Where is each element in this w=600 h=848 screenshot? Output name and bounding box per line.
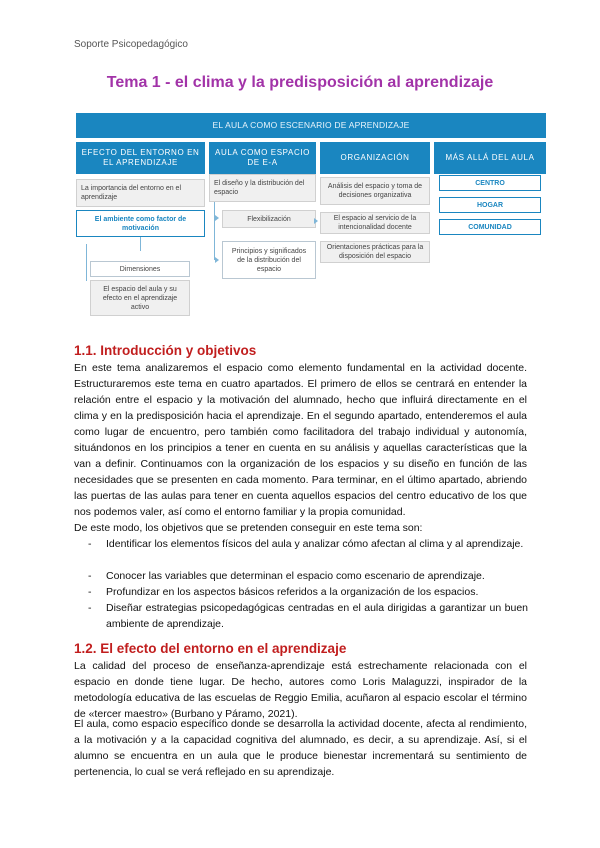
diagram-box: Orientaciones prácticas para la disposición del espacio xyxy=(320,241,430,263)
paragraph-efecto-2: El aula, como espacio específico donde se desarrolla la actividad docente, afecta al rendimiento, a la motivación y a la capacidad cognitiva del alumnado, es decir, a su aprendizaje. Así, si el alumno se encuentra en un aula que le produce bienestar incrementará su sentimiento de pertenencia, lo cual se verá reflejado en su aprendizaje. xyxy=(74,718,527,778)
list-item-text: Identificar los elementos físicos del aula y analizar cómo afectan al clima y al aprendizaje. xyxy=(106,538,524,550)
diagram-col-efecto: EFECTO DEL ENTORNO EN EL APRENDIZAJE xyxy=(76,142,205,174)
diagram-box: El espacio al servicio de la intencionalidad docente xyxy=(320,212,430,234)
objectives-lead: De este modo, los objetivos que se pretenden conseguir en este tema son: xyxy=(74,522,423,534)
page-header: Soporte Psicopedagógico xyxy=(74,39,188,50)
diagram-box-hogar: HOGAR xyxy=(439,197,541,213)
page-title: Tema 1 - el clima y la predisposición al aprendizaje xyxy=(106,74,494,91)
list-item-text: Diseñar estrategias psicopedagógicas centradas en el aula dirigidas a garantizar un buen ambiente de aprendizaje. xyxy=(106,602,528,630)
connector xyxy=(86,244,87,281)
diagram-box: Dimensiones xyxy=(90,261,190,277)
arrow-icon xyxy=(215,257,219,263)
diagram-root: EL AULA COMO ESCENARIO DE APRENDIZAJE xyxy=(76,113,546,138)
paragraph-introduccion: En este tema analizaremos el espacio como elemento fundamental en la actividad docente. Estructuraremos este tema en cuatro apartados. El primero de ellos se centrará en entender la relación entre el espacio y la motivación del alumnado, hecho que influirá directamente en el clima y en la predisposición hacia el aprendizaje. En el segundo apartado, entenderemos el aula como lugar de encuentro, pero también como facilitadora del trabajo individual y autonomía, situándonos en los principios a tener en cuenta en su análisis y aquellas características que la van a definir. Continuamos con la organización de los espacios y su diseño en función de las necesidades que se presenten en cada momento. Para terminar, en el último apartado, abriendo las puertas de las aulas para tener en cuenta aquellos espacios del centro educativo de los que nos podemos valer, así como el entorno familiar y la propia comunidad. xyxy=(74,362,527,518)
diagram-col-organizacion: ORGANIZACIÓN xyxy=(320,142,430,174)
section-heading-efecto-entorno: 1.2. El efecto del entorno en el aprendizaje xyxy=(74,641,347,656)
diagram-box: El espacio del aula y su efecto en el aprendizaje activo xyxy=(90,280,190,316)
diagram-box-comunidad: COMUNIDAD xyxy=(439,219,541,235)
list-item-text: Conocer las variables que determinan el espacio como escenario de aprendizaje. xyxy=(106,570,485,582)
connector xyxy=(214,202,215,260)
diagram-box: El diseño y la distribución del espacio xyxy=(209,174,316,202)
diagram-box: Principios y significados de la distribución del espacio xyxy=(222,241,316,279)
arrow-icon xyxy=(314,218,318,224)
concept-diagram xyxy=(76,113,546,325)
diagram-box: Análisis del espacio y toma de decisiones organizativa xyxy=(320,177,430,205)
diagram-box: La importancia del entorno en el aprendizaje xyxy=(76,179,205,207)
diagram-col-mas-alla: MÁS ALLÁ DEL AULA xyxy=(434,142,546,174)
paragraph-efecto-1: La calidad del proceso de enseñanza-aprendizaje está estrechamente relacionada con el espacio en donde tiene lugar. De hecho, autores como Loris Malaguzzi, inspirador de la metodología educativa de las escuelas de Reggio Emilia, acuñaron al espacio escolar el término de «tercer maestro» (Burbano y Páramo, 2021). xyxy=(74,660,527,720)
connector xyxy=(140,237,141,251)
list-item-text: Profundizar en los aspectos básicos referidos a la organización de los espacios. xyxy=(106,586,479,598)
diagram-box-highlight: El ambiente como factor de motivación xyxy=(76,210,205,237)
diagram-box-centro: CENTRO xyxy=(439,175,541,191)
diagram-box: Flexibilización xyxy=(222,210,316,228)
section-heading-introduccion: 1.1. Introducción y objetivos xyxy=(74,343,257,358)
arrow-icon xyxy=(215,215,219,221)
diagram-col-aula: AULA COMO ESPACIO DE E-A xyxy=(209,142,316,174)
